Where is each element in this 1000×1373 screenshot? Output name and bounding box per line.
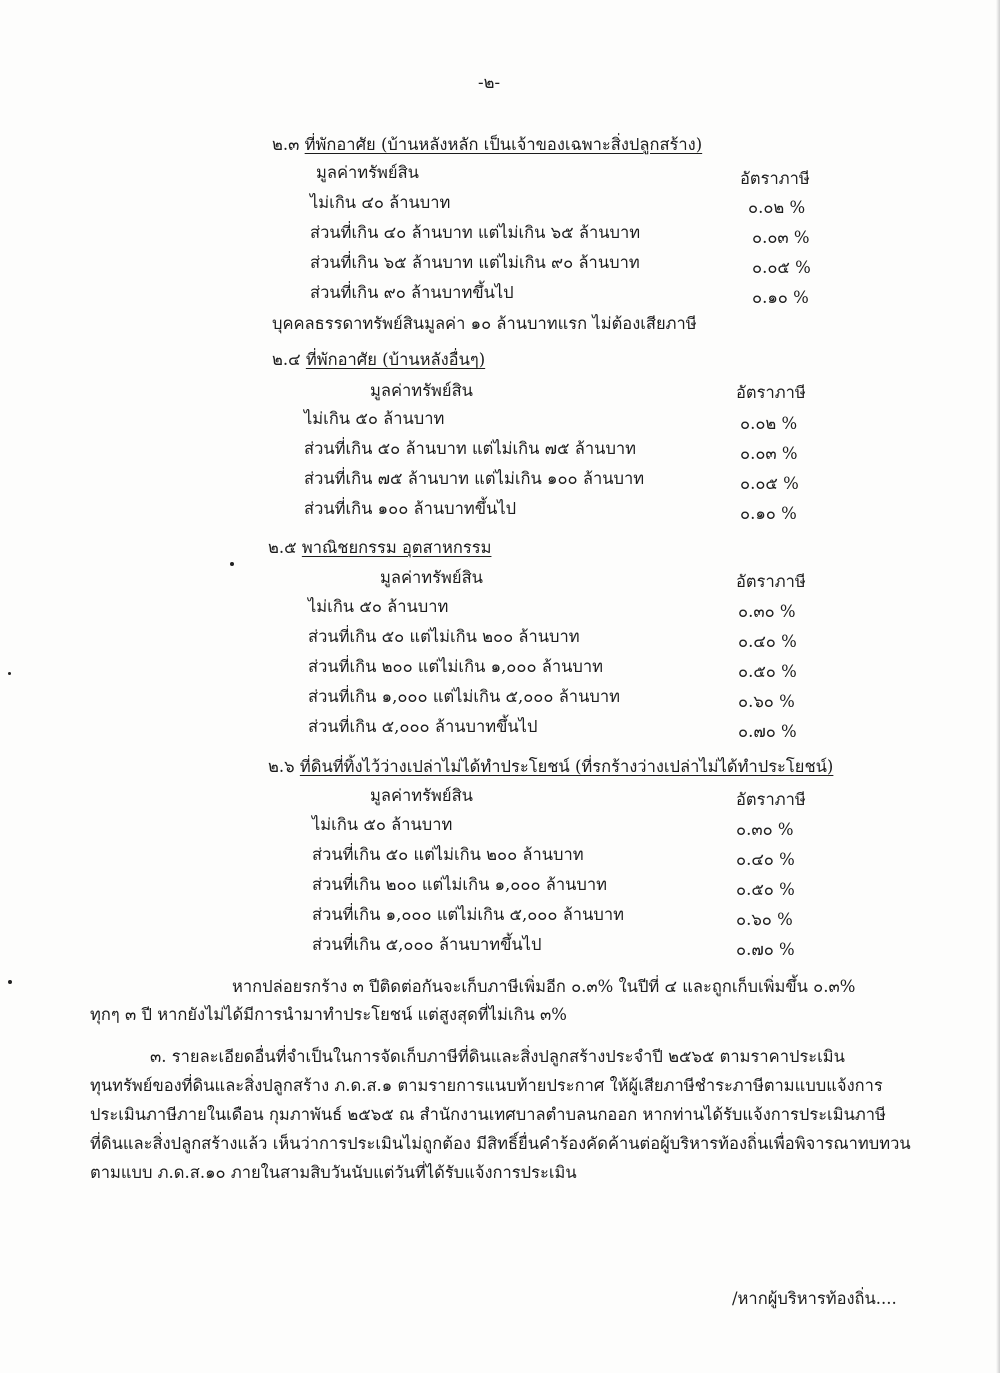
tax-bracket-rate: ๐.๐๕ % [740, 474, 799, 493]
scan-speck [8, 980, 12, 984]
scan-speck [230, 562, 234, 566]
tax-bracket-value: ส่วนที่เกิน ๕,๐๐๐ ล้านบาทขึ้นไป [312, 935, 542, 954]
tax-bracket-value: ส่วนที่เกิน ๒๐๐ แต่ไม่เกิน ๑,๐๐๐ ล้านบาท [312, 875, 608, 894]
tax-bracket-value: ส่วนที่เกิน ๗๕ ล้านบาท แต่ไม่เกิน ๑๐๐ ล้านบาท [304, 469, 645, 488]
tax-bracket-value: ส่วนที่เกิน ๕,๐๐๐ ล้านบาทขึ้นไป [308, 717, 538, 736]
tax-bracket-value: ส่วนที่เกิน ๑,๐๐๐ แต่ไม่เกิน ๕,๐๐๐ ล้านบาท [308, 687, 620, 706]
column-header-value: มูลค่าทรัพย์สิน [370, 381, 473, 400]
section-heading-2-4 [272, 349, 485, 371]
details-paragraph-line: ประเมินภาษีภายในเดือน กุมภาพันธ์ ๒๕๖๕ ณ สำนักงานเทศบาลตำบลนกออก หากท่านได้รับแจ้งการประเมินภาษี [90, 1105, 886, 1124]
scan-speck [8, 672, 11, 675]
column-header-value: มูลค่าทรัพย์สิน [370, 786, 473, 805]
tax-bracket-rate: ๐.๑๐ % [740, 504, 797, 523]
tax-bracket-value: ส่วนที่เกิน ๕๐ แต่ไม่เกิน ๒๐๐ ล้านบาท [308, 627, 580, 646]
column-header-value: มูลค่าทรัพย์สิน [316, 163, 419, 182]
section-title: พาณิชยกรรม อุตสาหกรรม [301, 538, 492, 557]
details-paragraph-line: ตามแบบ ภ.ด.ส.๑๐ ภายในสามสิบวันนับแต่วันที่ได้รับแจ้งการประเมิน [90, 1163, 577, 1182]
section-number: ๒.๖ [268, 757, 295, 776]
tax-bracket-rate: ๐.๗๐ % [738, 722, 797, 741]
section-heading-2-6 [268, 756, 833, 778]
details-paragraph-line: ทุนทรัพย์ของที่ดินและสิ่งปลูกสร้าง ภ.ด.ส.๑ ตามรายการแนบท้ายประกาศ ให้ผู้เสียภาษีชำระภาษีตามแบบแจ้งการ [90, 1076, 883, 1095]
tax-bracket-value: ส่วนที่เกิน ๕๐ แต่ไม่เกิน ๒๐๐ ล้านบาท [312, 845, 584, 864]
section-title: ที่พักอาศัย (บ้านหลังอื่นๆ) [305, 350, 486, 369]
tax-bracket-value: ไม่เกิน ๔๐ ล้านบาท [310, 193, 451, 212]
tax-bracket-rate: ๐.๐๒ % [740, 414, 798, 433]
tax-bracket-rate: ๐.๕๐ % [736, 880, 795, 899]
section-number: ๒.๓ [272, 135, 300, 154]
vacant-land-paragraph-line: หากปล่อยรกร้าง ๓ ปีติดต่อกันจะเก็บภาษีเพิ่มอีก ๐.๓% ในปีที่ ๔ และถูกเก็บเพิ่มขึ้น ๐.๓% [232, 977, 856, 996]
tax-bracket-rate: ๐.๗๐ % [736, 940, 795, 959]
tax-bracket-rate: ๐.๖๐ % [738, 692, 795, 711]
tax-bracket-rate: ๐.๐๓ % [752, 228, 810, 247]
tax-bracket-rate: ๐.๐๓ % [740, 444, 798, 463]
tax-bracket-value: ไม่เกิน ๕๐ ล้านบาท [308, 597, 449, 616]
section-number: ๒.๔ [272, 350, 301, 369]
tax-bracket-value: ส่วนที่เกิน ๒๐๐ แต่ไม่เกิน ๑,๐๐๐ ล้านบาท [308, 657, 604, 676]
tax-bracket-value: ส่วนที่เกิน ๑,๐๐๐ แต่ไม่เกิน ๕,๐๐๐ ล้านบาท [312, 905, 624, 924]
tax-bracket-value: ไม่เกิน ๕๐ ล้านบาท [312, 815, 453, 834]
section-number: ๒.๕ [268, 538, 297, 557]
scan-edge-shadow [996, 0, 1000, 1373]
section-heading-2-3 [272, 134, 702, 156]
tax-bracket-rate: ๐.๑๐ % [752, 288, 809, 307]
details-paragraph-line: ที่ดินและสิ่งปลูกสร้างแล้ว เห็นว่าการประเมินไม่ถูกต้อง มีสิทธิ์ยื่นคำร้องคัดค้านต่อผู้บริหารท้องถิ่นเพื่อพิจารณาทบทวน [90, 1134, 911, 1153]
tax-bracket-value: ไม่เกิน ๕๐ ล้านบาท [304, 409, 445, 428]
tax-bracket-value: ส่วนที่เกิน ๔๐ ล้านบาท แต่ไม่เกิน ๖๕ ล้านบาท [310, 223, 641, 242]
tax-bracket-value: ส่วนที่เกิน ๙๐ ล้านบาทขึ้นไป [310, 283, 514, 302]
tax-bracket-rate: ๐.๕๐ % [738, 662, 797, 681]
column-header-value: มูลค่าทรัพย์สิน [380, 568, 483, 587]
tax-bracket-rate: ๐.๐๒ % [748, 198, 806, 217]
continuation-text: /หากผู้บริหารท้องถิ่น.... [732, 1289, 897, 1308]
tax-bracket-rate: ๐.๓๐ % [736, 820, 794, 839]
tax-bracket-rate: ๐.๐๕ % [752, 258, 811, 277]
section-title: ที่ดินที่ทิ้งไว้ว่างเปล่าไม่ได้ทำประโยชน์ (ที่รกร้างว่างเปล่าไม่ได้ทำประโยชน์) [299, 757, 834, 776]
section-heading-2-5 [268, 537, 491, 559]
tax-bracket-value: ส่วนที่เกิน ๑๐๐ ล้านบาทขึ้นไป [304, 499, 517, 518]
section-title: ที่พักอาศัย (บ้านหลังหลัก เป็นเจ้าของเฉพาะสิ่งปลูกสร้าง) [304, 135, 703, 154]
column-header-rate: อัตราภาษี [736, 383, 806, 402]
vacant-land-paragraph-line: ทุกๆ ๓ ปี หากยังไม่ได้มีการนำมาทำประโยชน์ แต่สูงสุดที่ไม่เกิน ๓% [90, 1005, 567, 1024]
details-paragraph-line: ๓. รายละเอียดอื่นที่จำเป็นในการจัดเก็บภาษีที่ดินและสิ่งปลูกสร้างประจำปี ๒๕๖๕ ตามราคาประเมิน [150, 1047, 845, 1066]
column-header-rate: อัตราภาษี [740, 169, 810, 188]
page-number: -๒- [478, 73, 501, 92]
column-header-rate: อัตราภาษี [736, 790, 806, 809]
tax-bracket-value: ส่วนที่เกิน ๕๐ ล้านบาท แต่ไม่เกิน ๗๕ ล้านบาท [304, 439, 637, 458]
tax-bracket-rate: ๐.๔๐ % [736, 850, 795, 869]
section-note: บุคคลธรรดาทรัพย์สินมูลค่า ๑๐ ล้านบาทแรก ไม่ต้องเสียภาษี [272, 314, 697, 333]
column-header-rate: อัตราภาษี [736, 572, 806, 591]
tax-bracket-rate: ๐.๖๐ % [736, 910, 793, 929]
tax-bracket-rate: ๐.๓๐ % [738, 602, 796, 621]
tax-bracket-rate: ๐.๔๐ % [738, 632, 797, 651]
tax-bracket-value: ส่วนที่เกิน ๖๕ ล้านบาท แต่ไม่เกิน ๙๐ ล้านบาท [310, 253, 640, 272]
